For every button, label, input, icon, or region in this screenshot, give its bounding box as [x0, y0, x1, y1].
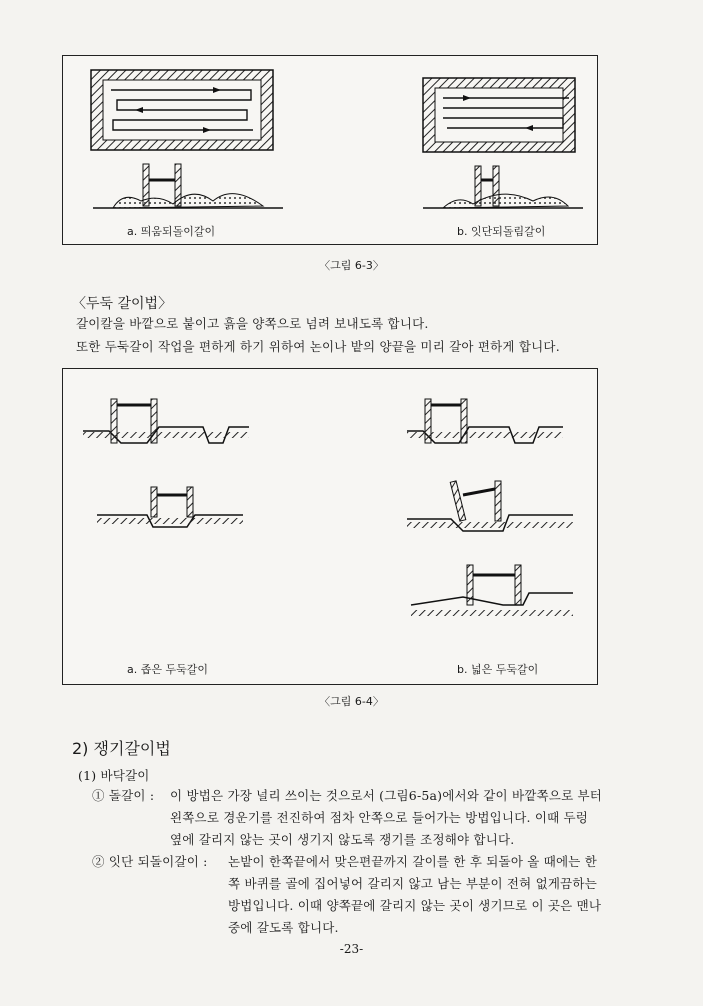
figure-6-3-caption-a: a. 띄움되돌이갈이	[127, 225, 216, 238]
figure-6-4-box	[62, 368, 598, 685]
section-dudukgari-title: 〈두둑 갈이법〉	[72, 296, 173, 312]
section-dudukgari-line2: 또한 두둑갈이 작업을 편하게 하기 위하여 논이나 밭의 양끝을 미리 갈아 편하게 합니다.	[76, 339, 560, 354]
item1-line2: 왼쪽으로 경운기를 전진하여 점차 안쪽으로 들어가는 방법입니다. 이때 두렁	[170, 810, 589, 825]
figure-6-4-caption-a: a. 좁은 두둑갈이	[127, 663, 208, 676]
section-dudukgari-line1: 갈이칼을 바깥으로 붙이고 흙을 양쪽으로 넘려 보내도록 합니다.	[76, 316, 429, 331]
figure-6-4-caption-b: b. 넓은 두둑갈이	[457, 663, 539, 676]
item1-line3: 옆에 갈리지 않는 곳이 생기지 않도록 쟁기를 조정해야 합니다.	[170, 832, 515, 847]
item2-line4: 중에 갈도록 합니다.	[228, 920, 339, 935]
figure-6-4-illustration	[63, 369, 597, 684]
figure-6-3-box	[62, 55, 598, 245]
item2-line1: 논밭이 한쪽끝에서 맞은편끝까지 갈이를 한 후 되돌아 올 때에는 한	[228, 854, 597, 869]
item1-label: ① 돌갈이 :	[92, 788, 155, 803]
item1-line1: 이 방법은 가장 널리 쓰이는 것으로서 (그림6-5a)에서와 같이 바깥쪽으로 부터	[170, 788, 603, 803]
page-number: -23-	[339, 942, 364, 956]
item2-line2: 쪽 바퀴를 골에 집어넣어 갈리지 않고 남는 부분이 전혀 없게끔하는	[228, 876, 597, 891]
figure-6-3-caption-b: b. 잇단되돌림갈이	[457, 225, 546, 238]
section-2-title: 2) 쟁기갈이법	[72, 739, 171, 758]
figure-6-4-label: 〈그림 6-4〉	[319, 695, 384, 708]
item2-label: ② 잇단 되돌이갈이 :	[92, 854, 208, 869]
section-2-sub1: (1) 바닥갈이	[78, 768, 150, 783]
figure-6-3-illustration	[63, 56, 597, 244]
figure-6-3-label: 〈그림 6-3〉	[319, 259, 384, 272]
item2-line3: 방법입니다. 이때 양쪽끝에 갈리지 않는 곳이 생기므로 이 곳은 맨나	[228, 898, 602, 913]
